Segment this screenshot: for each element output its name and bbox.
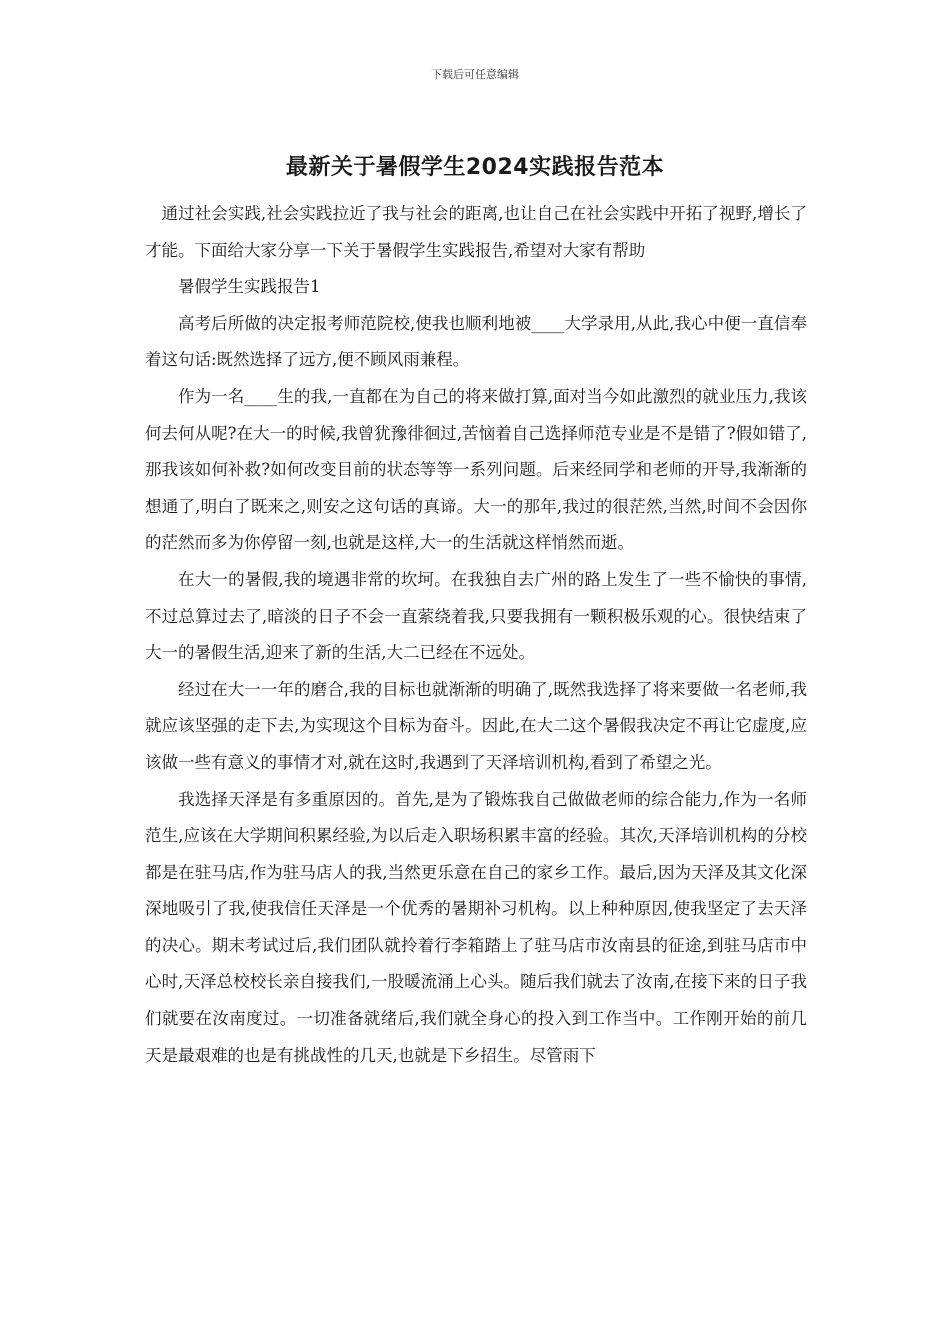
section-heading: 暑假学生实践报告1 [178, 277, 321, 297]
document-body [145, 196, 807, 1074]
body-paragraph: 在大一的暑假,我的境遇非常的坎坷。在我独自去广州的路上发生了一些不愉快的事情,不过总算过去了,暗淡的日子不会一直萦绕着我,只要我拥有一颗积极乐观的心。很快结束了大一的暑假生活,迎来了新的生活,大二已经在不远处。 [145, 569, 807, 663]
body-paragraph: 作为一名____生的我,一直都在为自己的将来做打算,面对当今如此激烈的就业压力,我该何去何从呢?在大一的时候,我曾犹豫徘徊过,苦恼着自己选择师范专业是不是错了?假如错了,那我该如何补救?如何改变目前的状态等等一系列问题。后来经同学和老师的开导,我渐渐的想通了,明白了既来之,则安之这句话的真谛。大一的那年,我过的很茫然,当然,时间不会因你的茫然而多为你停留一刻,也就是这样,大一的生活就这样悄然而逝。 [145, 386, 807, 553]
body-paragraph: 我选择天泽是有多重原因的。首先,是为了锻炼我自己做做老师的综合能力,作为一名师范生,应该在大学期间积累经验,为以后走入职场积累丰富的经验。其次,天泽培训机构的分校都是在驻马店,作为驻马店人的我,当然更乐意在自己的家乡工作。最后,因为天泽及其文化深深地吸引了我,使我信任天泽是一个优秀的暑期补习机构。以上种种原因,使我坚定了去天泽的决心。期末考试过后,我们团队就拎着行李箱踏上了驻马店市汝南县的征途,到驻马店市中心时,天泽总校校长亲自接我们,一股暖流涌上心头。随后我们就去了汝南,在接下来的日子我们就要在汝南度过。一切准备就绪后,我们就全身心的投入到工作当中。工作刚开始的前几天是最艰难的也是有挑战性的几天,也就是下乡招生。尽管雨下 [145, 789, 807, 1065]
body-paragraph: 高考后所做的决定报考师范院校,使我也顺利地被____大学录用,从此,我心中便一直信奉着这句话:既然选择了远方,便不顾风雨兼程。 [145, 313, 807, 370]
intro-paragraph: 通过社会实践,社会实践拉近了我与社会的距离,也让自己在社会实践中开拓了视野,增长了才能。下面给大家分享一下关于暑假学生实践报告,希望对大家有帮助 [145, 204, 807, 260]
header-note: 下载后可任意编辑 [431, 68, 519, 81]
document-title: 最新关于暑假学生2024实践报告范本 [285, 155, 665, 180]
body-paragraph: 经过在大一一年的磨合,我的目标也就渐渐的明确了,既然我选择了将来要做一名老师,我就应该坚强的走下去,为实现这个目标为奋斗。因此,在大二这个暑假我决定不再让它虚度,应该做一些有意义的事情才对,就在这时,我遇到了天泽培训机构,看到了希望之光。 [145, 679, 807, 772]
